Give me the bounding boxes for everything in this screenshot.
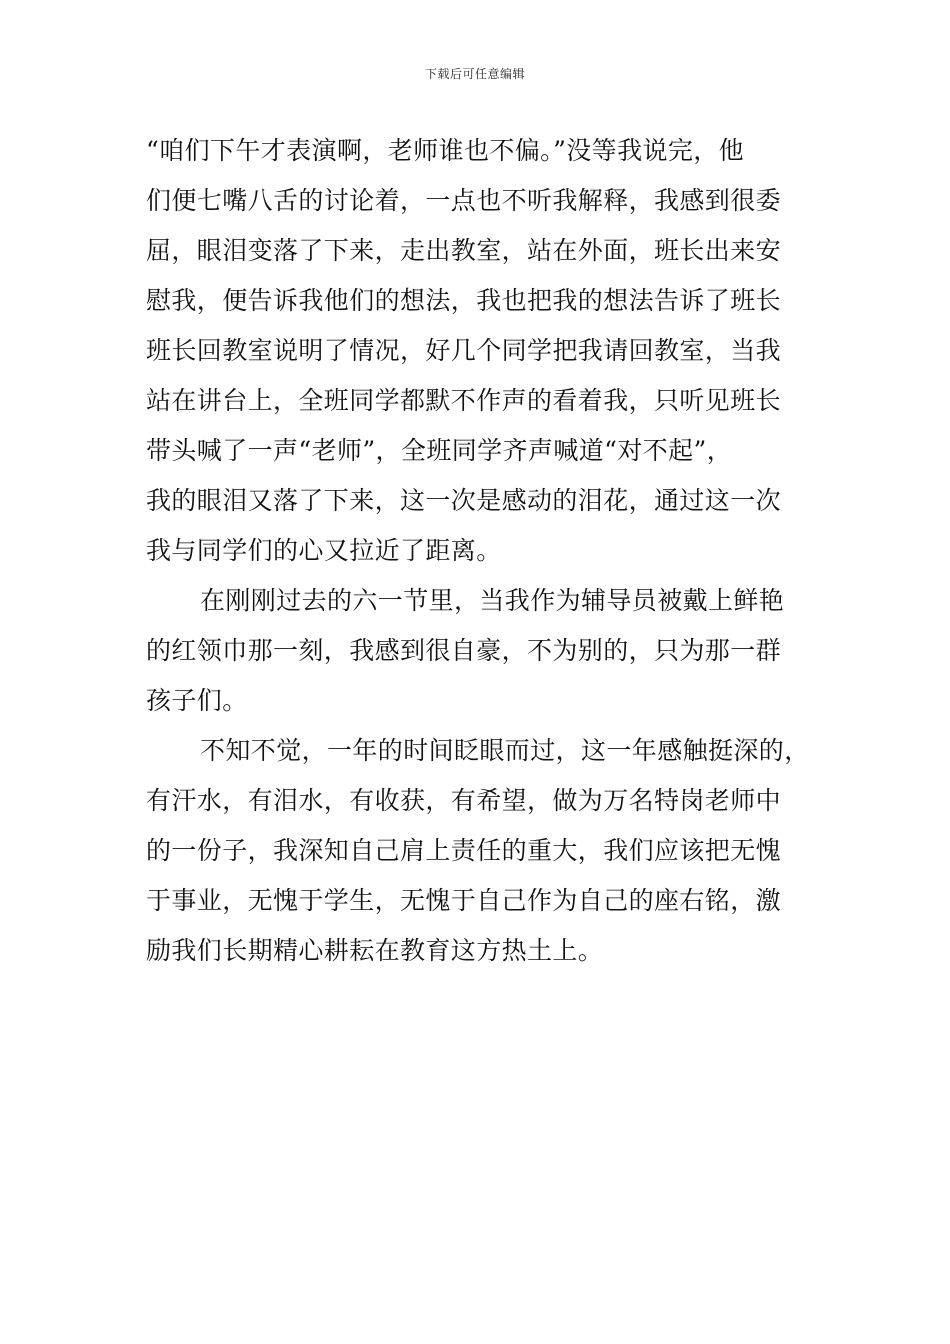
paragraph-1 <box>146 126 826 576</box>
text-line: 孩子们。 <box>146 686 248 715</box>
text-line: 于事业，无愧于学生，无愧于自己作为自己的座右铭，激 <box>146 886 782 915</box>
text-line: 站在讲台上，全班同学都默不作声的看着我，只听见班长 <box>146 386 782 415</box>
text-line: 在刚刚过去的六一节里，当我作为辅导员被戴上鲜艳 <box>200 586 785 615</box>
paragraph-3 <box>146 726 826 976</box>
document-body <box>146 126 826 976</box>
paragraph-2 <box>146 576 826 726</box>
text-line: 屈，眼泪变落了下来，走出教室，站在外面，班长出来安 <box>146 236 782 265</box>
text-line: 我的眼泪又落了下来，这一次是感动的泪花，通过这一次 <box>146 486 782 515</box>
text-line: 的一份子，我深知自己肩上责任的重大，我们应该把无愧 <box>146 836 782 865</box>
text-line: 班长回教室说明了情况，好几个同学把我请回教室，当我 <box>146 336 782 365</box>
text-line: 带头喊了一声“老师”，全班同学齐声喊道“对不起”， <box>146 436 733 465</box>
text-line: 慰我，便告诉我他们的想法，我也把我的想法告诉了班长 <box>146 286 782 315</box>
page-header-note: 下载后可任意编辑 <box>424 67 525 81</box>
text-line: 不知不觉，一年的时间眨眼而过，这一年感触挺深的， <box>200 736 810 765</box>
text-line: 励我们长期精心耕耘在教育这方热土上。 <box>146 936 604 965</box>
text-line: 的红领巾那一刻，我感到很自豪，不为别的，只为那一群 <box>146 636 782 665</box>
text-line: 我与同学们的心又拉近了距离。 <box>146 536 502 565</box>
text-line: “咱们下午才表演啊，老师谁也不偏。”没等我说完，他 <box>146 136 745 165</box>
text-line: 有汗水，有泪水，有收获，有希望，做为万名特岗老师中 <box>146 786 782 815</box>
text-line: 们便七嘴八舌的讨论着，一点也不听我解释，我感到很委 <box>146 186 782 215</box>
